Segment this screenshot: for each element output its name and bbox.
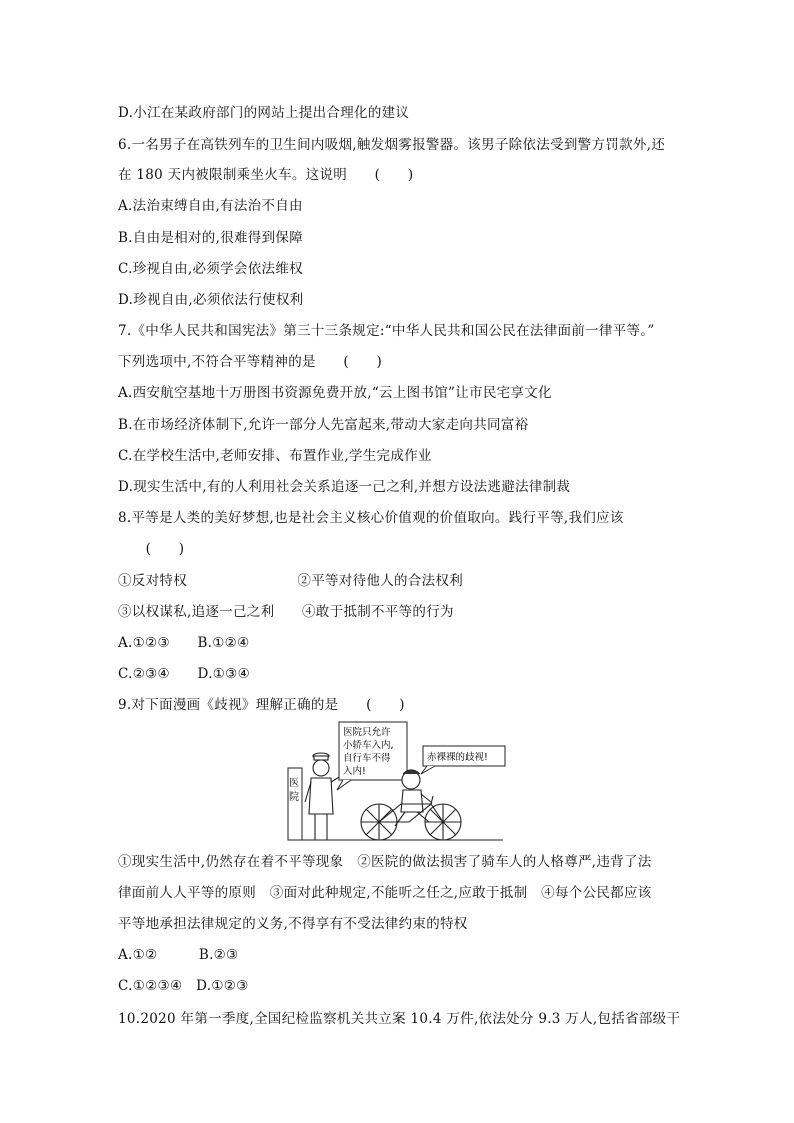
q9-options-ab: A.①② B.②③ xyxy=(118,947,239,963)
q8-options-cd: C.②③④ D.①③④ xyxy=(118,666,250,682)
guard-bubble-line-4: 入内! xyxy=(343,766,366,777)
guard-figure xyxy=(305,753,341,840)
hospital-sign-char-2: 院 xyxy=(289,792,299,803)
q9-statement-line-2: 律面前人人平等的原则 ③面对此种规定,不能听之任之,应敢于抵制 ④每个公民都应该 xyxy=(118,885,652,901)
q7-option-c: C.在学校生活中,老师安排、布置作业,学生完成作业 xyxy=(118,448,432,464)
discrimination-comic xyxy=(285,718,507,846)
question-10-stem: 10.2020 年第一季度,全国纪检监察机关共立案 10.4 万件,依法处分 9.3 万人,包括省部级干 xyxy=(118,1011,681,1027)
question-7-stem: 7.《中华人民共和国宪法》第三十三条规定:“中华人民共和国公民在法律面前一律平等。” xyxy=(118,323,655,339)
q6-option-c: C.珍视自由,必须学会依法维权 xyxy=(118,261,303,277)
q9-options-cd: C.①②③④ D.①②③ xyxy=(118,978,249,994)
q6-option-d: D.珍视自由,必须依法行使权利 xyxy=(118,292,304,308)
q7-option-a: A.西安航空基地十万册图书资源免费开放,“云上图书馆”让市民宅享文化 xyxy=(118,385,552,401)
cyclist-bubble-text: 赤裸裸的歧视! xyxy=(427,752,488,763)
q6-option-b: B.自由是相对的,很难得到保障 xyxy=(118,230,304,246)
q8-options-ab: A.①②③ B.①②④ xyxy=(118,635,250,651)
guard-bubble-line-1: 医院只允许 xyxy=(343,727,391,738)
q7-option-b: B.在市场经济体制下,允许一部分人先富起来,带动大家走向共同富裕 xyxy=(118,417,529,433)
question-6-stem: 6.一名男子在高铁列车的卫生间内吸烟,触发烟雾报警器。该男子除依法受到警方罚款外,还 xyxy=(118,137,666,153)
q6-option-a: A.法治束缚自由,有法治不自由 xyxy=(118,198,303,214)
q9-statement-line-1: ①现实生活中,仍然存在着不平等现象 ②医院的做法损害了骑车人的人格尊严,违背了法 xyxy=(118,854,652,870)
hospital-sign-char-1: 医 xyxy=(289,778,299,789)
question-9-stem: 9.对下面漫画《歧视》理解正确的是 ( ) xyxy=(118,697,405,713)
q9-statement-line-3: 平等地承担法律规定的义务,不得享有不受法律约束的特权 xyxy=(118,916,468,932)
question-8-stem: 8.平等是人类的美好梦想,也是社会主义核心价值观的价值取向。践行平等,我们应该 xyxy=(118,510,624,526)
guard-bubble-line-3: 自行车不得 xyxy=(343,753,391,764)
question-6-stem-cont: 在 180 天内被限制乘坐火车。这说明 ( ) xyxy=(118,167,414,183)
question-8-stem-cont: ( ) xyxy=(118,541,185,557)
q8-items-1-2: ①反对特权 ②平等对待他人的合法权利 xyxy=(118,573,463,589)
guard-bubble-line-2: 小轿车入内, xyxy=(343,740,394,751)
line-d-5: D.小江在某政府部门的网站上提出合理化的建议 xyxy=(118,105,410,121)
q8-items-3-4: ③以权谋私,追逐一己之利 ④敢于抵制不平等的行为 xyxy=(118,604,454,620)
q7-option-d: D.现实生活中,有的人利用社会关系追逐一己之利,并想方设法逃避法律制裁 xyxy=(118,479,571,495)
question-7-stem-cont: 下列选项中,不符合平等精神的是 ( ) xyxy=(118,354,383,370)
